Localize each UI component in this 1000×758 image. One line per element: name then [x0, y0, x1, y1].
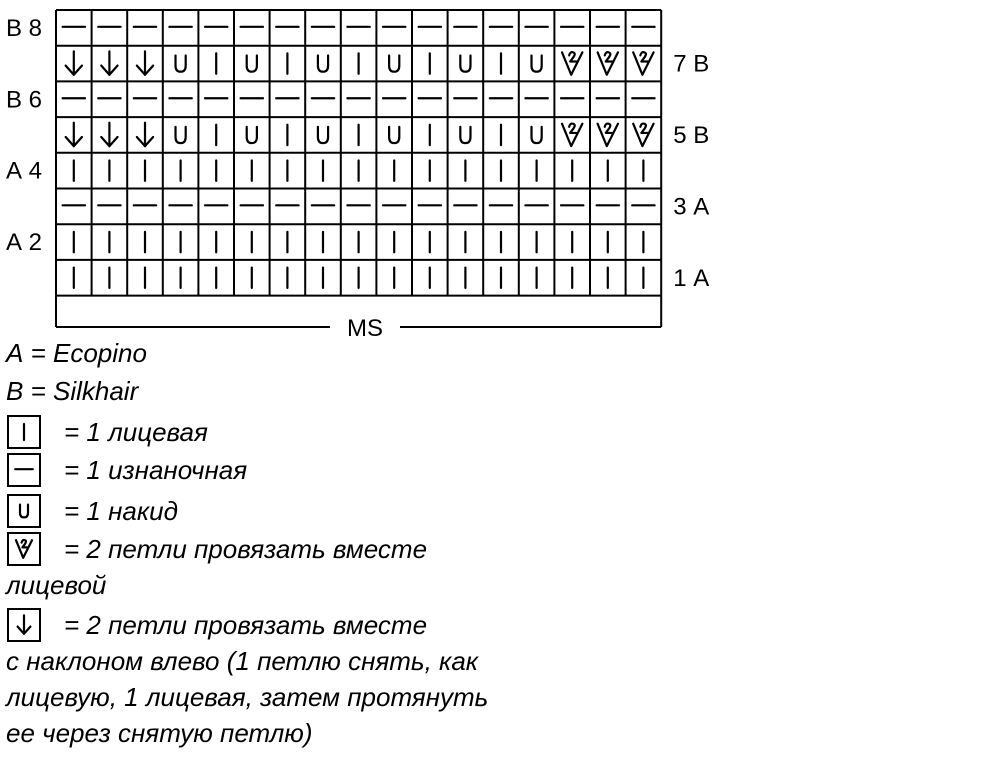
- ssk-arrow-icon: [66, 51, 82, 74]
- yarn-over-icon: [389, 127, 399, 143]
- chart-row: [74, 232, 644, 252]
- yarn-over-icon: [532, 55, 542, 71]
- chart-row: [74, 160, 644, 180]
- k2tog-icon: [16, 540, 32, 558]
- ssk-arrow-icon: [137, 51, 153, 74]
- legend-text: = 1 накид: [64, 496, 178, 526]
- row-label: 5 В: [673, 121, 710, 149]
- k2tog-icon: [633, 124, 653, 147]
- ssk-arrow-icon: [137, 123, 153, 146]
- legend: [4, 338, 488, 748]
- ssk-arrow-icon: [18, 615, 31, 633]
- legend-text: с наклоном влево (1 петлю снять, как: [6, 646, 479, 676]
- row-label: 3 А: [673, 193, 710, 221]
- row-label: 7 В: [673, 50, 710, 78]
- yarn-over-icon: [460, 127, 470, 143]
- row-label: В 6: [6, 86, 43, 114]
- yarn-over-icon: [318, 127, 328, 143]
- k2tog-icon: [598, 52, 618, 75]
- legend-text: = 1 лицевая: [64, 417, 208, 447]
- yarn-over-icon: [389, 55, 399, 71]
- legend-item: [4, 533, 427, 600]
- yarn-over-icon: [20, 505, 28, 518]
- legend-item: [8, 416, 208, 448]
- chart-row: [66, 51, 654, 74]
- yarn-over-icon: [247, 55, 257, 71]
- legend-text: = 2 петли провязать вместе: [64, 610, 428, 640]
- legend-text: лицевую, 1 лицевая, затем протянуть: [6, 682, 489, 712]
- ms-label: MS: [347, 315, 383, 342]
- row-label: В 8: [6, 14, 43, 42]
- yarn-over-icon: [176, 127, 186, 143]
- k2tog-icon: [562, 124, 582, 147]
- chart-grid: [56, 10, 661, 296]
- row-label: А 4: [6, 157, 43, 185]
- k2tog-icon: [562, 52, 582, 75]
- ssk-arrow-icon: [101, 51, 117, 74]
- legend-text: = 1 изнаночная: [64, 455, 248, 485]
- legend-item: [8, 495, 178, 527]
- yarn-over-icon: [176, 55, 186, 71]
- legend-item: [4, 609, 488, 748]
- legend-text: ее через снятую петлю): [6, 718, 313, 748]
- yarn-over-icon: [318, 55, 328, 71]
- chart-row: [66, 123, 654, 146]
- yarn-over-icon: [460, 55, 470, 71]
- legend-item: [8, 454, 247, 486]
- ssk-arrow-icon: [66, 123, 82, 146]
- ms-box: [56, 296, 661, 342]
- row-label: А 2: [6, 229, 43, 257]
- row-label: 1 А: [673, 264, 710, 292]
- legend-text: лицевой: [6, 570, 107, 600]
- legend-text: = 2 петли провязать вместе: [64, 534, 428, 564]
- yarn-over-icon: [247, 127, 257, 143]
- legend-yarn-a: А = Ecopino: [6, 338, 147, 368]
- k2tog-icon: [633, 52, 653, 75]
- legend-yarn-b: В = Silkhair: [6, 376, 139, 406]
- k2tog-icon: [598, 124, 618, 147]
- ssk-arrow-icon: [101, 123, 117, 146]
- yarn-over-icon: [532, 127, 542, 143]
- chart-row: [74, 268, 644, 288]
